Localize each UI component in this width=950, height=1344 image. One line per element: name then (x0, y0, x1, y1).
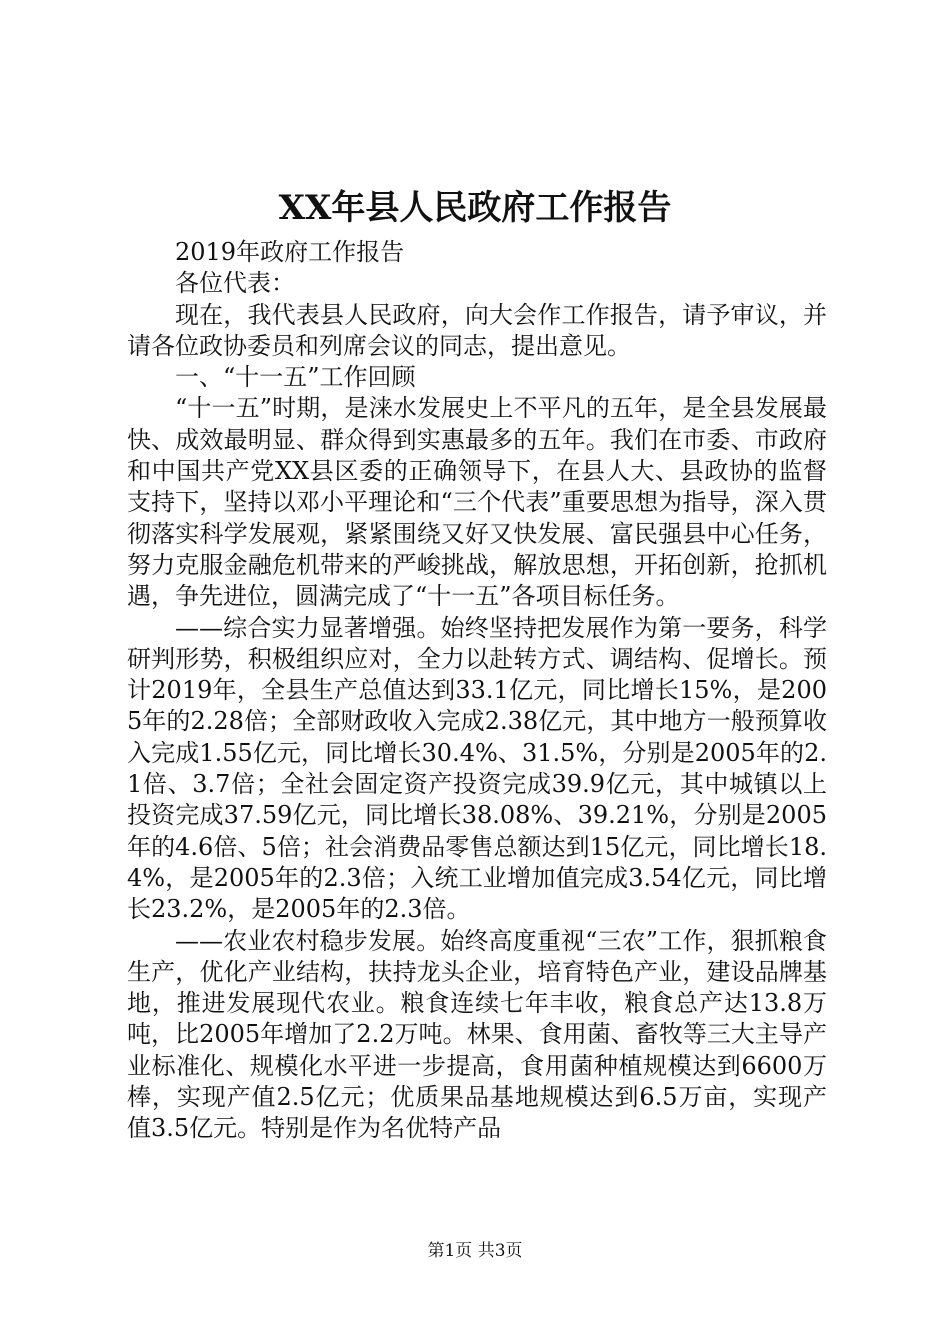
economy-paragraph: ——综合实力显著增强。始终坚持把发展作为第一要务，科学研判形势，积极组织应对，全力以赴转方式、调结构、促增长。预计2019年，全县生产总值达到33.1亿元，同比增长15%，是2005年的2.28倍；全部财政收入完成2.38亿元，其中地方一般预算收入完成1.55亿元，同比增长30.4%、31.5%，分别是2005年的2.1倍、3.7倍；全社会固定资产投资完成39.9亿元，其中城镇以上投资完成37.59亿元，同比增长38.08%、39.21%，分别是2005年的4.6倍、5倍；社会消费品零售总额达到15亿元，同比增长18.4%，是2005年的2.3倍；入统工业增加值完成3.54亿元，同比增长23.2%，是2005年的2.3倍。 (127, 613, 827, 924)
review-paragraph: “十一五”时期，是涞水发展史上不平凡的五年，是全县发展最快、成效最明显、群众得到实惠最多的五年。我们在市委、市政府和中国共产党XX县区委的正确领导下，在县人大、县政协的监督支持下，坚持以邓小平理论和“三个代表”重要思想为指导，深入贯彻落实科学发展观，紧紧围绕又好又快发展、富民强县中心任务，努力克服金融危机带来的严峻挑战，解放思想，开拓创新，抢抓机遇，争先进位，圆满完成了“十一五”各项目标任务。 (127, 394, 827, 611)
report-subtitle: 2019年政府工作报告 (175, 238, 405, 266)
salutation: 各位代表： (175, 269, 295, 298)
page-number-footer: 第1页 共3页 (427, 1241, 523, 1261)
agriculture-paragraph: ——农业农村稳步发展。始终高度重视“三农”工作，狠抓粮食生产，优化产业结构，扶持龙头企业，培育特色产业，建设品牌基地，推进发展现代农业。粮食连续七年丰收，粮食总产达13.8万吨，比2005年增加了2.2万吨。林果、食用菌、畜牧等三大主导产业标准化、规模化水平进一步提高，食用菌种植规模达到6600万棒，实现产值2.5亿元；优质果品基地规模达到6.5万亩，实现产值3.5亿元。特别是作为名优特产品 (127, 926, 827, 1143)
section-heading: 一、“十一五”工作回顾 (175, 363, 416, 392)
document-title: XX年县人民政府工作报告 (278, 188, 672, 228)
intro-paragraph: 现在，我代表县人民政府，向大会作工作报告，请予审议，并请各位政协委员和列席会议的同志，提出意见。 (127, 300, 827, 360)
document-body (127, 237, 827, 1145)
